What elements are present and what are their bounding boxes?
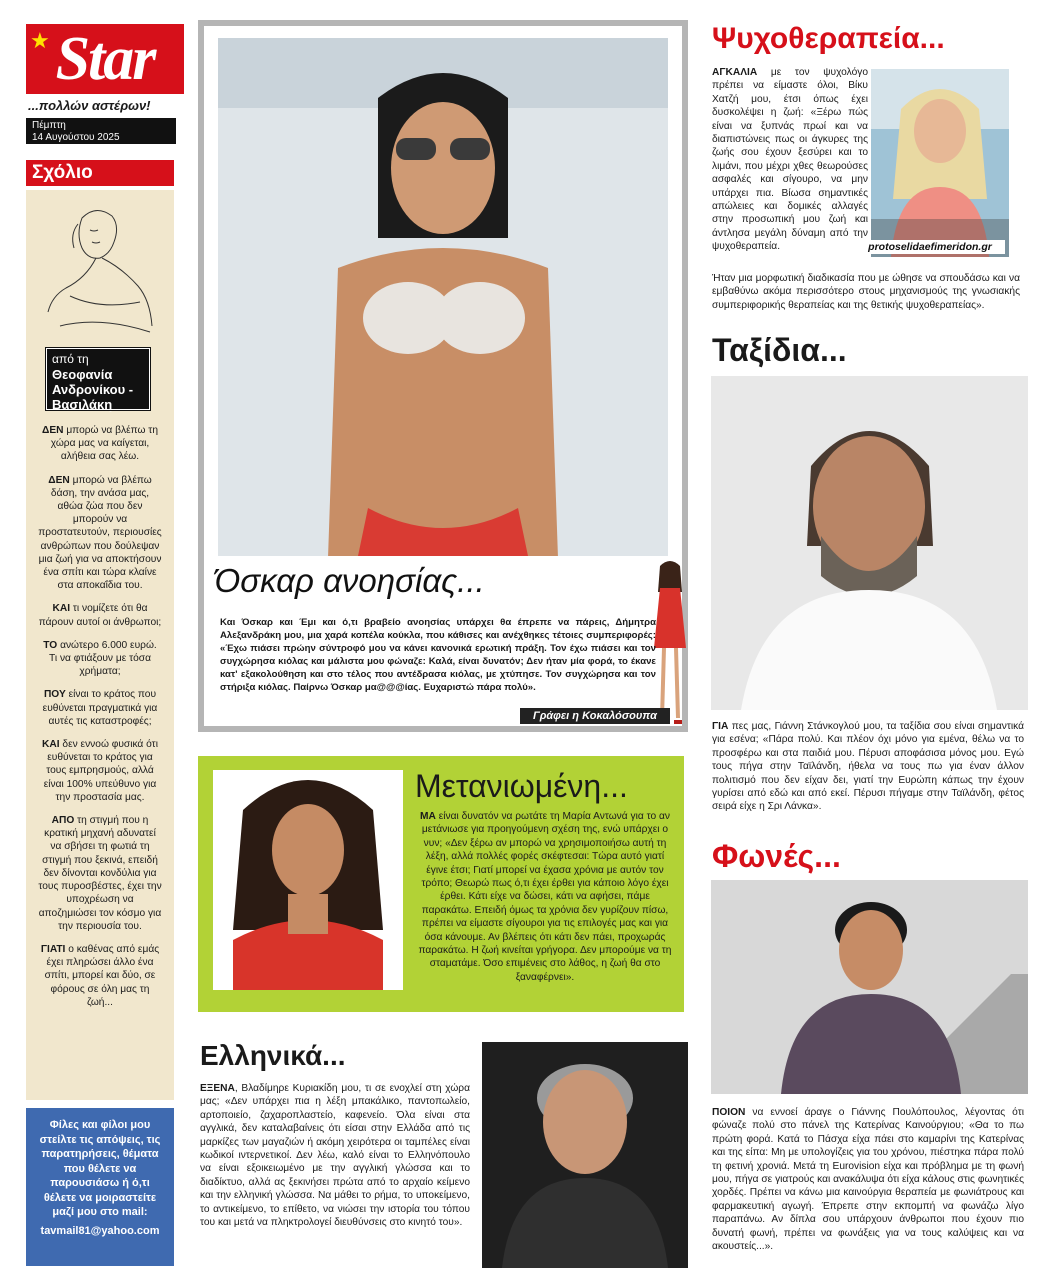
greek-body: ΕΞΕΝΑ, Βλαδίμηρε Κυριακίδη μου, τι σε ενοχλεί στη χώρα μας; «Δεν υπάρχει πια η λέξη μπακάλικο, παντοπωλείο, αρτοποιείο, ζαχαροπλαστείο, καφενείο. Όλα είναι στα αγγλικά, δεν καταλαβαίνεις ότι είσαι στην Ελλάδα από τις μαρκίζες των μαγαζιών ή ακόμη χειρότερα οι ταμπέλες είναι κωδικοί ιντερνετικοί. Δεν λέω, καλό είναι το Ελληνόπουλο να είναι εξοικειωμένο με την αγγλική γλώσσα και το διαδίκτυο, αλλά ας ξεκινήσει πρώτα από το αρχαίο κείμενο και την ελληνική γλώσσα. Να μάθει το ρήμα, το υποκείμενο, το αντικείμενο, το επίθετο, να νιώσει την ιστορία του τόπου του και μετά να πληκτρολογεί διευθύνσεις στο κινητό του».: [200, 1083, 470, 1229]
therapy-body-narrow: ΑΓΚΑΛΙΑ με τον ψυχολόγο πρέπει να είμαστε όλοι, Βίκυ Χατζή μου, έτσι όπως έχει δυσκολέψει η ζωή: «Ξέρω πώς είναι να ξυπνάς πρωί και να διαπιστώνεις πως οι άγκυρες της ζωής σου έχουν ξεσύρει και το λιμάνι, που μέχρι χθες θεωρούσες ασφαλές και σίγουρο, να μην υπάρχει πια. Βίωσα σημαντικές απώλειες και δομικές αλλαγές στην προσωπική μου ζωή και άντλησα μεγάλη δύναμη από την ψυχοθεραπεία.: [712, 67, 868, 253]
comment-paragraph: ΚΑΙ τι νομίζετε ότι θα πάρουν αυτοί οι άνθρωποι;: [38, 603, 162, 628]
feature-body: Και Όσκαρ και Έμι και ό,τι βραβείο ανοησίας υπάρχει θα έπρεπε να πάρεις, Δήμητρα Αλεξανδράκη μου, μια χαρά κοπέλα κούκλα, που κάθισες και ανέχθηκες τέτοιες συμπεριφορές: «Έχω πιάσει πρώην σύντροφό μου να κάνει κανονικά ερωτική πράξη. Τον έχω πιάσει και τον συγχώρησα κιόλας και μάλιστα μου φώναζε: Καλά, είναι δυνατόν; Δεν ήταν μία φορά, το έκανε κατ' εξακολούθηση και στο τέλος που αντέδρασα κιόλας, με χτύπησε. Τον συγχώρησα και τον στήριξα κιόλας. Παίρνω Όσκαρ μα@@@ίας. Ευχαριστώ πάρα πολύ».: [220, 617, 656, 693]
feature-photo: [218, 38, 668, 556]
voices-headline: Φωνές...: [712, 838, 841, 874]
author-name: Θεοφανία Ανδρονίκου - Βασιλάκη: [52, 367, 134, 412]
therapy-body-wide: Ήταν μια μορφωτική διαδικασία που με ώθησε να σπουδάσω και να εμβαθύνω ακόμα περισσότερο στους μηχανισμούς της γνωσιακής συμπεριφορικής θεραπείας και της θετικής ψυχοθεραπείας».: [712, 273, 1020, 311]
date-bar: [26, 118, 176, 144]
regret-headline: Μετανιωμένη...: [415, 768, 628, 804]
mail-box: [26, 1108, 174, 1266]
comment-paragraph: ΓΙΑΤΙ ο καθένας από εμάς έχει πληρώσει άλλο ένα σπίτι, μπορεί και δύο, σε φόρους σε όλη μας τη ζωή...: [40, 943, 160, 1008]
star-icon: ★: [30, 28, 50, 53]
comment-paragraph: ΑΠΟ τη στιγμή που η κρατική μηχανή αδυνατεί να σβήσει τη φωτιά τη στιγμή που ξεκινά, επειδή δεν δίνονται κονδύλια για τους πυροσβέστες, έχει την υποχρέωση να αποζημιώσει τον κόσμο για την περιουσία του.: [38, 815, 162, 932]
comment-paragraph: ΔΕΝ μπορώ να βλέπω δάση, την ανάσα μας, αθώα ζώα που δεν μπορούν να προστατευτούν, περιουσίες ανθρώπων που δούλεψαν μια ζωή για να αποκτήσουν ένα σπίτι και τώρα κλαίνε στα αποκαΐδια του.: [38, 474, 162, 592]
comment-paragraph: ΤΟ ανώτερο 6.000 ευρώ. Τι να φτιάξουν με τόσα χρήματα;: [43, 639, 157, 678]
mail-invite: Φίλες και φίλοι μου στείλτε τις απόψεις, τις παρατηρήσεις, θέματα που θέλετε να παρουσιάσω ή ό,τι θέλετε να μοιραστείτε μαζί μου στο mail:: [39, 1119, 161, 1218]
mail-address[interactable]: tavmail81@yahoo.com: [40, 1224, 160, 1237]
therapy-headline: Ψυχοθεραπεία...: [712, 22, 945, 55]
feature-byline: Γράφει η Κοκαλόσουπα: [520, 708, 670, 724]
greek-photo: [482, 1042, 688, 1268]
star-logo: Star: [26, 24, 184, 94]
greek-headline: Ελληνικά...: [200, 1040, 346, 1071]
travel-body: ΓΙΑ πες μας, Γιάννη Στάνκογλού μου, τα ταξίδια σου είναι σημαντικά για εσένα; «Πάρα πολύ. Και πλέον όχι μόνο για εμένα, θέλω να το προσφέρω και στα παιδιά μου. Πέρυσι αποφάσισα μόνος μου. Εγώ τους πήγα στην Ταϊλάνδη, ήθελα να τους πω για έναν άλλον πολιτισμό που δεν είχαν δει, γιατί την Ευρώπη κάπως την έχουν γυρίσει από εδώ και από εκεί. Πέρυσι πήγαμε στην Ταϊλάνδη, φέτος σειρά είχε η Σρι Λάνκα».: [712, 721, 1024, 813]
author-prefix: από τη: [52, 352, 89, 366]
voices-body: ΠΟΙΟΝ να εννοεί άραγε ο Γιάννης Πουλόπουλος, λέγοντας ότι φώναζε πολύ στο πάνελ της Κατερίνας Καινούργιου; «Θα το πω πρώτη φορά. Κατά το Πάσχα είχα πάει στο καμαρίνι της Κατερίνας και της είπα: Μη με υπολογίζεις για του χρόνου, πιέστηκα πάρα πολύ τη φετινή χρονιά. Μετά τη Eurovision είχα και πρόβλημα με τη φωνή μου, πήγα σε γιατρούς και ανακάλυψα ότι είχα κάλους στις φωνητικές χορδές. Πρέπει να κάνω μια καινούργια θεραπεία με φωνιάτρους και φαρμακευτική αγωγή. Έπρεπε στην εκπομπή να φωνάζω λίγο παραπάνω. Αν δίπλα σου υπάρχουν άνθρωποι που έχουν πιο δυνατή φωνή, πρέπει να φωνάξεις για να τους καλύψεις και να ακουστείς...».: [712, 1107, 1024, 1253]
travel-headline: Ταξίδια...: [712, 332, 847, 368]
regret-photo: [213, 770, 403, 990]
comment-paragraph: ΠΟΥ είναι το κράτος που ευθύνεται πραγματικά για αυτές τις καταστροφές;: [42, 689, 158, 727]
voices-photo: [711, 880, 1028, 1094]
comment-paragraph: ΚΑΙ δεν εννοώ φυσικά ότι ευθύνεται το κράτος για τους εμπρησμούς, αλλά είναι 100% υπεύθυνο για την προστασία μας.: [42, 739, 158, 803]
date-day: Πέμπτη: [32, 120, 66, 131]
regret-body: ΜΑ είναι δυνατόν να ρωτάτε τη Μαρία Αντωνά για το αν μετάνιωσε για προηγούμενη σχέση της, ενώ υπάρχει ο νυν; «Δεν ξέρω αν μπορώ να χρησιμοποιήσω αυτή τη λέξη, αλλά πολλές φορές σκέφτεσαι: Τώρα αυτό γιατί έγινε έτσι; Γιατί μπορεί να έχασα χρόνια με αυτόν τον τρόπο; Θεωρώ πως ό,τι έχει έρθει για κάποιο λόγο έχει έρθει. Κάτι είχε να δώσει, κάτι να αφήσει, πάμε παρακάτω. Επειδή όμως τα χρόνια δεν γυρίζουν πίσω, πρέπει να είμαστε σίγουροι για τις επιλογές μας και για όσα κάνουμε. Αν βλέπεις ότι κάτι δεν πάει, προχωράς παρακάτω. Η ζωή κινείται γρήγορα. Δεν μπορούμε να τη σταματάμε. Όσο επιμένεις στο λάθος, η ζωή θα στο ξαναφέρνει».: [418, 811, 672, 983]
author-box: [46, 348, 150, 410]
therapy-photo: [871, 69, 1009, 257]
watermark: protoselidaefimeridon.gr: [855, 240, 1005, 254]
comment-paragraph: ΔΕΝ μπορώ να βλέπω τη χώρα μας να καίγεται, αλήθεια σας λέω.: [42, 425, 158, 463]
travel-photo: [711, 376, 1028, 710]
author-sketch: [30, 196, 170, 346]
date-full: 14 Αυγούστου 2025: [32, 132, 120, 143]
section-label-comment: Σχόλιο: [26, 160, 174, 186]
tagline: ...πολλών αστέρων!: [28, 98, 151, 113]
comment-text: [38, 424, 162, 1019]
feature-headline: Όσκαρ ανοησίας...: [214, 562, 485, 599]
